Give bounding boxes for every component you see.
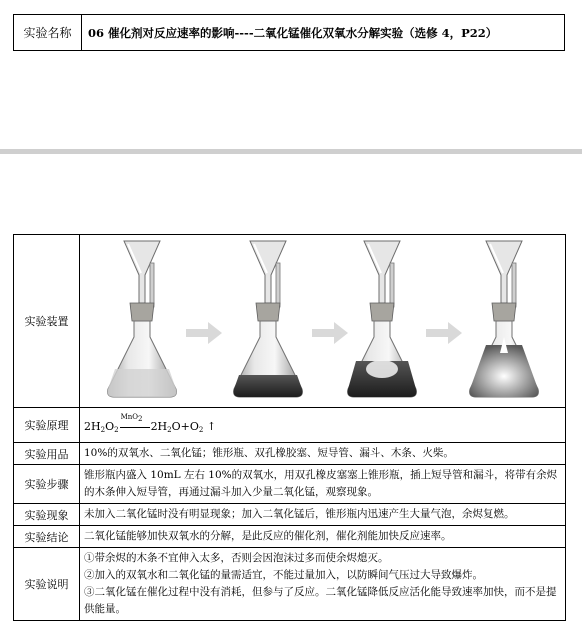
conclusion-text: 二氧化锰能够加快双氧水的分解，是此反应的催化剂，催化剂能加快反应速率。 — [80, 526, 566, 548]
principle-equation — [80, 408, 566, 443]
catalyst-text: MnO — [120, 413, 138, 421]
row-notes — [14, 548, 566, 621]
materials-label: 实验用品 — [14, 443, 80, 465]
row-conclusion — [14, 526, 566, 548]
experiment-name-label: 实验名称 — [14, 15, 82, 50]
steps-text: 锥形瓶内盛入 10mL 左右 10%的双氧水，用双孔橡皮塞塞上锥形瓶，插上短导管和漏斗，将带有余烬的木条伸入短导管，再通过漏斗加入少量二氧化锰，观察现象。 — [80, 465, 566, 504]
apparatus-illustration — [80, 235, 574, 407]
flask-3 — [348, 241, 417, 397]
notes-list — [80, 548, 566, 621]
eq-text: O+O — [171, 420, 199, 433]
flask-4 — [470, 241, 539, 397]
section-divider — [0, 149, 582, 154]
steps-label: 实验步骤 — [14, 465, 80, 504]
arrow-1 — [186, 322, 222, 344]
gas-arrow: ↑ — [203, 420, 217, 433]
title-box — [13, 14, 565, 51]
notes-label: 实验说明 — [14, 548, 80, 621]
row-apparatus — [14, 235, 566, 408]
flask-1 — [108, 241, 177, 397]
eq-text: O — [105, 420, 115, 433]
eq-sub: 2 — [167, 426, 172, 434]
experiment-title: 06 催化剂对反应速率的影响----二氧化锰催化双氧水分解实验（选修 4，P22） — [88, 25, 498, 40]
phenomena-text: 未加入二氧化锰时没有明显现象；加入二氧化锰后，锥形瓶内迅速产生大量气泡，余烬复燃。 — [80, 504, 566, 526]
eq-sub: 2 — [100, 426, 106, 434]
note-item: ①带余烬的木条不宜伸入太多，否则会因泡沫过多而使余烬熄灭。 — [84, 552, 389, 564]
eq-sub: 2 — [114, 426, 119, 434]
row-materials — [14, 443, 566, 465]
note-item: ②加入的双氧水和二氧化锰的量需适宜，不能过量加入，以防瞬间气压过大导致爆炸。 — [84, 569, 483, 581]
phenomena-label: 实验现象 — [14, 504, 80, 526]
catalyst-over-line — [119, 413, 151, 435]
eq-text: 2H — [150, 420, 168, 433]
conclusion-label: 实验结论 — [14, 526, 80, 548]
catalyst-sub: 2 — [137, 415, 143, 423]
principle-label: 实验原理 — [14, 408, 80, 443]
apparatus-image — [80, 235, 566, 408]
note-item: ③二氧化锰在催化过程中没有消耗，但参与了反应。二氧化锰降低反应活化能导致速率加快，而不是提供能量。 — [84, 586, 557, 615]
row-steps — [14, 465, 566, 504]
experiment-table — [13, 234, 566, 621]
eq-sub: 2 — [198, 426, 204, 434]
row-phenomena — [14, 504, 566, 526]
arrow-3 — [426, 322, 462, 344]
apparatus-label: 实验装置 — [14, 235, 80, 408]
materials-text: 10%的双氧水、二氧化锰；锥形瓶、双孔橡胶塞、短导管、漏斗、木条、火柴。 — [80, 443, 566, 465]
arrow-2 — [312, 322, 348, 344]
row-principle — [14, 408, 566, 443]
flask-2 — [234, 241, 303, 397]
eq-text: 2H — [84, 420, 101, 433]
